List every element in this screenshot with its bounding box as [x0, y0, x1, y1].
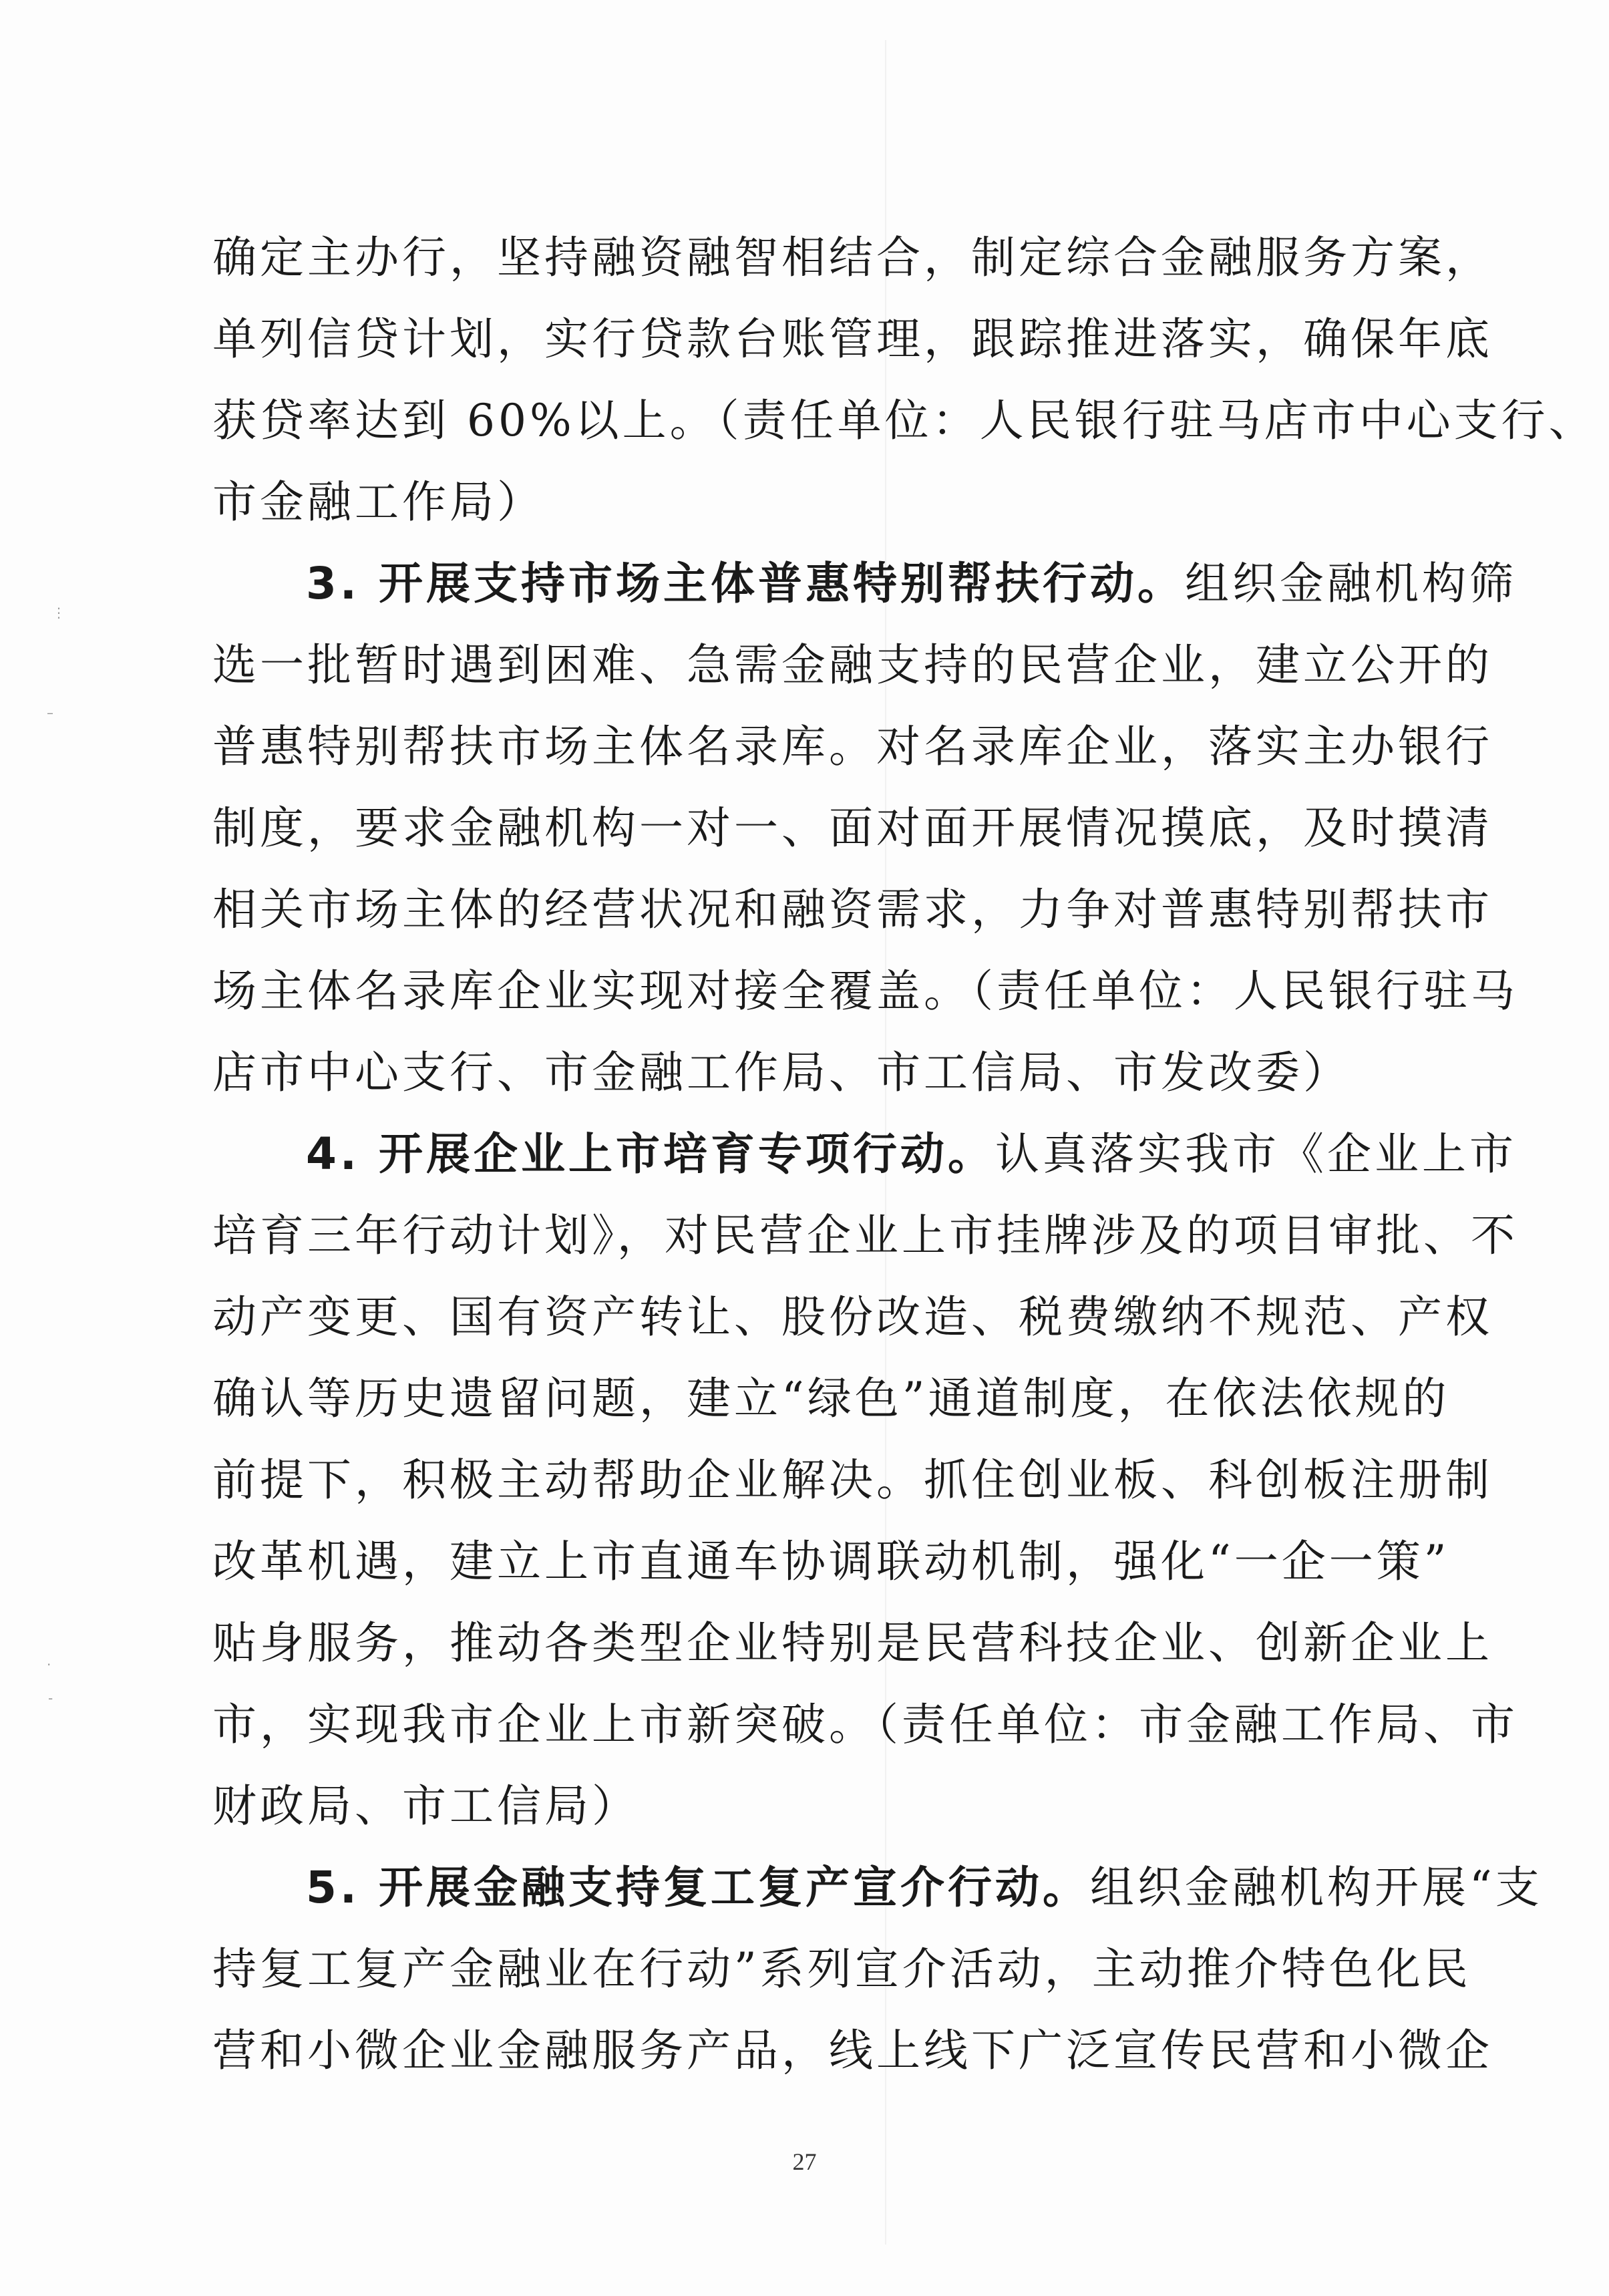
paragraph-text: 前提下，积极主动帮助企业解决。抓住创业板、科创板注册制 — [212, 1454, 1493, 1506]
margin-mark: - — [48, 1690, 53, 1706]
text-line — [212, 1684, 1518, 1766]
text-line — [212, 462, 1428, 543]
text-line — [212, 1766, 1428, 1847]
paragraph-text: 市，实现我市企业上市新突破。（责任单位：市金融工作局、市 — [212, 1699, 1518, 1750]
text-line — [212, 543, 1517, 625]
paragraph-text: 认真落实我市《企业上市 — [995, 1128, 1517, 1180]
text-line — [212, 1847, 1543, 1929]
paragraph-text: 营和小微企业金融服务产品，线上线下广泛宣传民营和小微企 — [212, 2025, 1493, 2076]
paragraph-text: 培育三年行动计划》，对民营企业上市挂牌涉及的项目审批、不 — [212, 1210, 1518, 1261]
paragraph-text: 组织金融机构开展“支 — [1089, 1862, 1543, 1913]
page-number: 27 — [792, 2148, 817, 2175]
paragraph-text: 普惠特别帮扶市场主体名录库。对名录库企业，落实主办银行 — [212, 721, 1493, 772]
text-line — [212, 1032, 1428, 1114]
paragraph-text: 相关市场主体的经营状况和融资需求，力争对普惠特别帮扶市 — [212, 884, 1493, 935]
paragraph-text: 选一批暂时遇到困难、急需金融支持的民营企业，建立公开的 — [212, 639, 1493, 691]
text-line — [212, 1195, 1518, 1277]
section-heading: 3. 开展支持市场主体普惠特别帮扶行动。 — [306, 558, 1185, 609]
section-heading: 5. 开展金融支持复工复产宣介行动。 — [306, 1862, 1090, 1913]
text-line — [212, 299, 1493, 380]
body-text — [212, 217, 1596, 2092]
paragraph-text: 组织金融机构筛 — [1184, 558, 1517, 609]
text-line — [212, 869, 1493, 951]
paragraph-text: 确定主办行，坚持融资融智相结合，制定综合金融服务方案， — [212, 232, 1493, 283]
paragraph-text: 市金融工作局） — [212, 476, 544, 528]
paragraph-text: 制度，要求金融机构一对一、面对面开展情况摸底，及时摸清 — [212, 802, 1493, 854]
text-line — [212, 1358, 1450, 1440]
text-line — [212, 1929, 1471, 2010]
text-line — [212, 217, 1493, 299]
text-line — [212, 1114, 1517, 1195]
paragraph-text: 改革机遇，建立上市直通车协调联动机制，强化“一企一策” — [212, 1536, 1450, 1587]
margin-mark: ⋮ — [52, 605, 65, 621]
text-line — [212, 1603, 1493, 1684]
margin-mark: · — [47, 1657, 51, 1673]
text-line — [212, 380, 1596, 462]
paragraph-text: 贴身服务，推动各类型企业特别是民营科技企业、创新企业上 — [212, 1617, 1493, 1669]
paragraph-text: 场主体名录库企业实现对接全覆盖。（责任单位：人民银行驻马 — [212, 965, 1518, 1017]
text-line — [212, 1521, 1450, 1603]
text-line — [212, 951, 1518, 1032]
paragraph-text: 店市中心支行、市金融工作局、市工信局、市发改委） — [212, 1047, 1351, 1098]
text-line — [212, 706, 1493, 788]
paragraph-text: 持复工复产金融业在行动”系列宣介活动，主动推介特色化民 — [212, 1943, 1471, 1995]
text-line — [212, 625, 1493, 706]
paragraph-text: 确认等历史遗留问题，建立“绿色”通道制度，在依法依规的 — [212, 1373, 1450, 1424]
paragraph-text: 动产变更、国有资产转让、股份改造、税费缴纳不规范、产权 — [212, 1291, 1493, 1343]
paragraph-text: 单列信贷计划，实行贷款台账管理，跟踪推进落实，确保年底 — [212, 313, 1493, 365]
section-heading: 4. 开展企业上市培育专项行动。 — [306, 1128, 995, 1180]
text-line — [212, 1440, 1493, 1521]
text-line — [212, 788, 1493, 869]
paragraph-text: 财政局、市工信局） — [212, 1780, 639, 1832]
paragraph-text: 获贷率达到 60%以上。（责任单位：人民银行驻马店市中心支行、 — [212, 395, 1596, 446]
margin-mark: – — [47, 705, 53, 721]
text-line — [212, 1277, 1493, 1358]
text-line — [212, 2010, 1493, 2092]
